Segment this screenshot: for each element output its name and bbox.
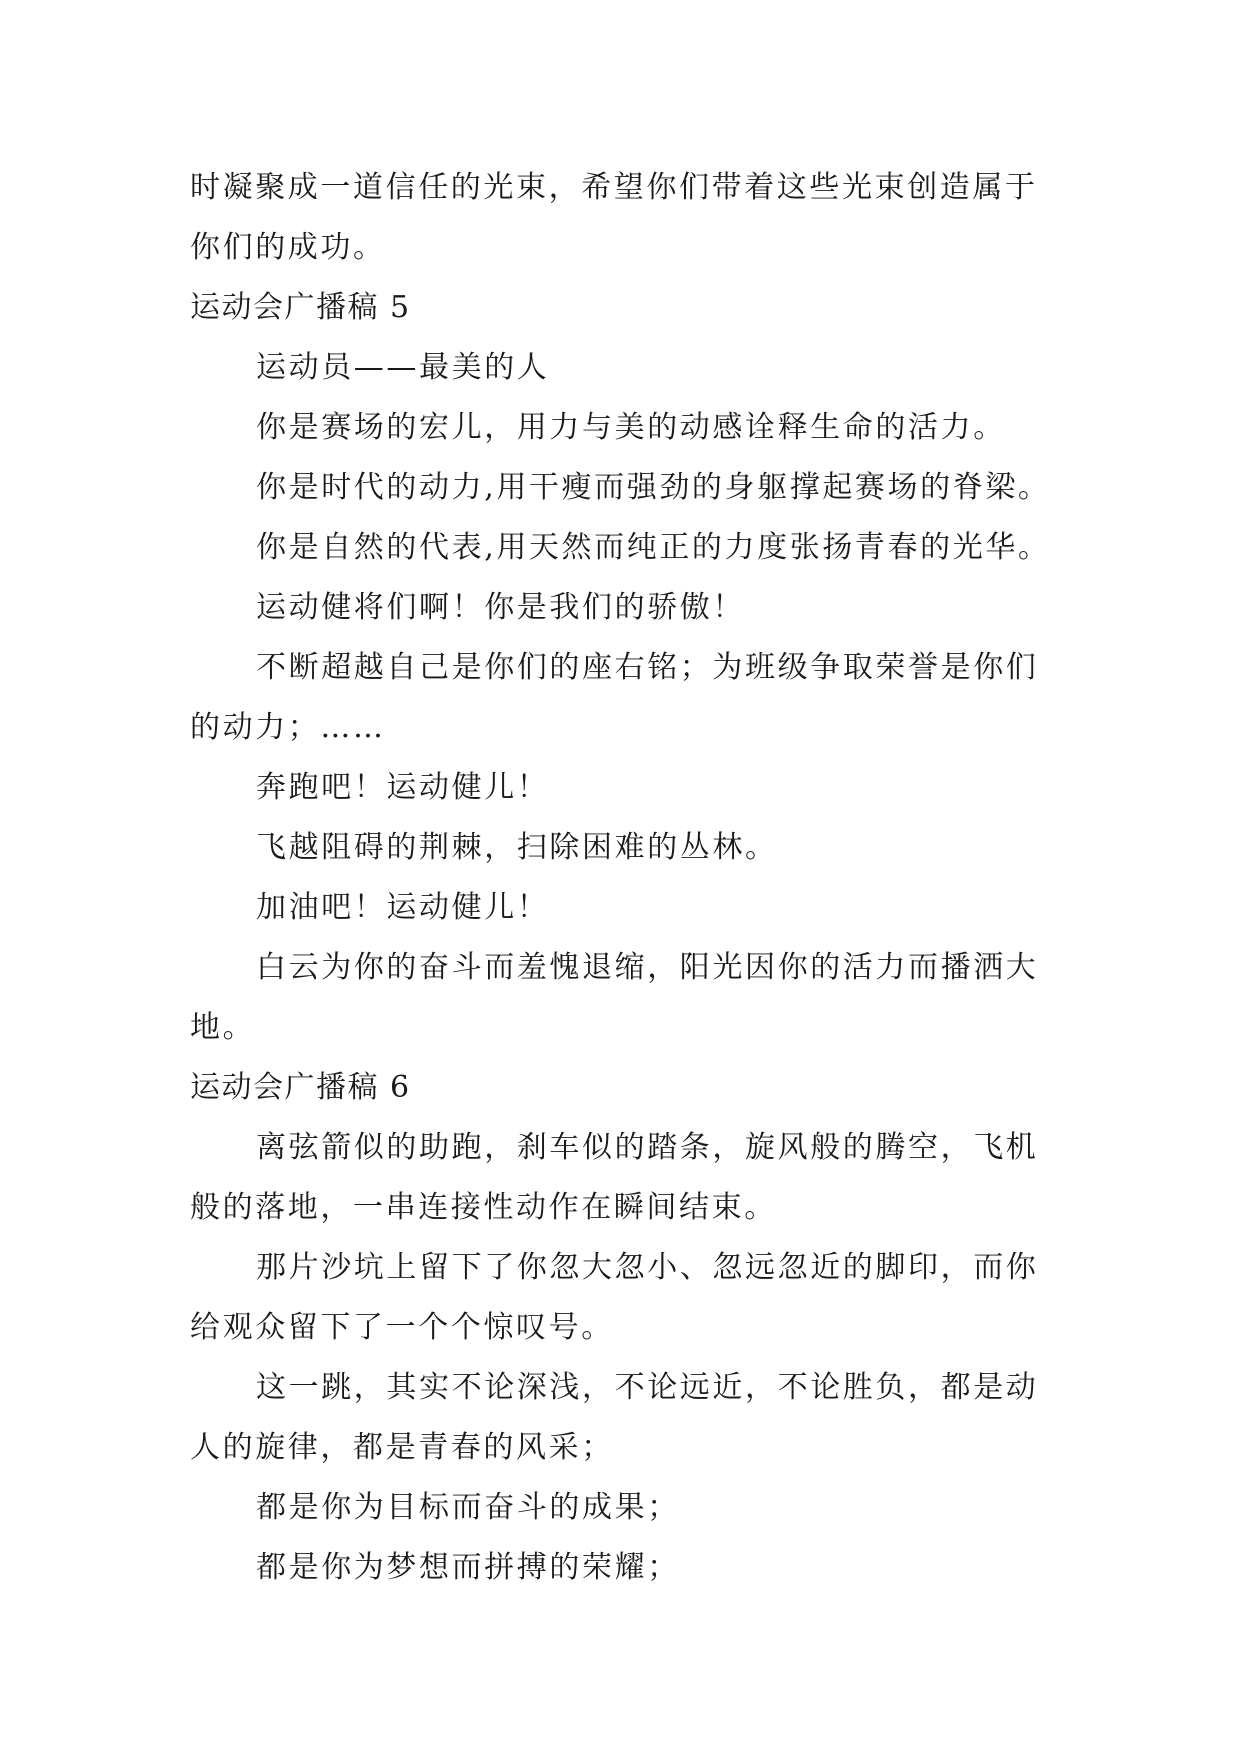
text-line: 运动健将们啊！你是我们的骄傲！ xyxy=(256,590,745,625)
text-line: 你是时代的动力,用干瘦而强劲的身躯撑起赛场的脊梁。 xyxy=(256,470,1051,505)
text-line: 你们的成功。 xyxy=(190,230,386,265)
text-line: 那片沙坑上留下了你忽大忽小、忽远忽近的脚印，而你 xyxy=(256,1250,1039,1285)
section-heading: 运动会广播稿 5 xyxy=(190,290,411,325)
text-line: 时凝聚成一道信任的光束，希望你们带着这些光束创造属于 xyxy=(190,170,1038,205)
text-line: 般的落地，一串连接性动作在瞬间结束。 xyxy=(190,1190,777,1225)
document-body xyxy=(190,158,1058,1598)
text-line: 你是赛场的宏儿，用力与美的动感诠释生命的活力。 xyxy=(256,410,1006,445)
text-line: 都是你为目标而奋斗的成果； xyxy=(256,1490,680,1525)
text-line: 人的旋律，都是青春的风采； xyxy=(190,1430,614,1465)
text-line: 加油吧！运动健儿！ xyxy=(256,890,550,925)
text-line: 给观众留下了一个个惊叹号。 xyxy=(190,1310,614,1345)
text-line: 的动力；…… xyxy=(190,710,386,745)
text-line: 离弦箭似的助跑，刹车似的踏条，旋风般的腾空，飞机 xyxy=(256,1130,1039,1165)
section-heading: 运动会广播稿 6 xyxy=(190,1070,411,1105)
text-line: 运动员——最美的人 xyxy=(256,350,550,385)
text-line: 你是自然的代表,用天然而纯正的力度张扬青春的光华。 xyxy=(256,530,1051,565)
text-line: 这一跳，其实不论深浅，不论远近，不论胜负，都是动 xyxy=(256,1370,1039,1405)
text-line: 飞越阻碍的荆棘，扫除困难的丛林。 xyxy=(256,830,778,865)
text-line: 不断超越自己是你们的座右铭；为班级争取荣誉是你们 xyxy=(256,650,1039,685)
text-line: 奔跑吧！运动健儿！ xyxy=(256,770,550,805)
text-line: 白云为你的奋斗而羞愧退缩，阳光因你的活力而播洒大 xyxy=(256,950,1039,985)
text-line: 都是你为梦想而拼搏的荣耀； xyxy=(256,1550,680,1585)
text-line: 地。 xyxy=(190,1010,256,1045)
